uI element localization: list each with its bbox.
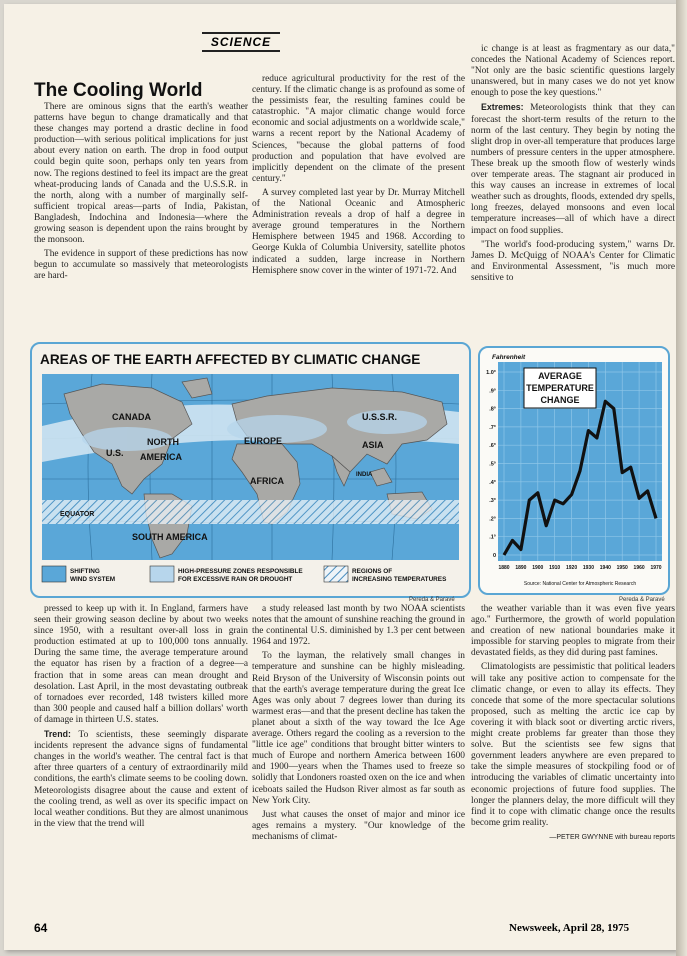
map-label-north: NORTH bbox=[147, 437, 179, 447]
chart-x-tick-label: 1970 bbox=[650, 565, 662, 571]
paragraph bbox=[471, 604, 675, 659]
map-label-europe: EUROPE bbox=[244, 436, 283, 446]
legend-shifting-2: WIND SYSTEM bbox=[70, 576, 116, 583]
magazine-page bbox=[4, 4, 676, 950]
column-2-bottom bbox=[252, 604, 465, 912]
paragraph bbox=[471, 662, 675, 828]
paragraph bbox=[252, 810, 465, 843]
legend-high-2: FOR EXCESSIVE RAIN OR DROUGHT bbox=[178, 576, 293, 583]
paragraph bbox=[252, 188, 465, 277]
chart-unit: Fahrenheit bbox=[492, 354, 526, 361]
byline: —PETER GWYNNE with bureau reports bbox=[549, 833, 675, 841]
chart-y-tick-label: .4° bbox=[489, 479, 496, 486]
chart-y-tick-label: 1.0° bbox=[486, 370, 496, 376]
map-equator-band bbox=[42, 500, 459, 524]
chart-y-tick-label: .8° bbox=[489, 406, 496, 413]
climate-map-figure bbox=[30, 342, 471, 598]
climate-map bbox=[32, 344, 469, 596]
column-2-top bbox=[252, 74, 465, 338]
chart-x-tick-label: 1950 bbox=[616, 565, 628, 571]
chart-x-tick-label: 1900 bbox=[532, 565, 544, 571]
temperature-chart bbox=[480, 348, 668, 593]
paragraph-lead: Trend: bbox=[44, 729, 71, 740]
paragraph-text: Climatologists are pessimistic that political leaders will take any positive action to compensate for the climatic change, or even to allay its effects. They concede that some of the more spectacular solutions proposed, such as melting the arctic ice cap by covering it with black soot or diverting arctic rivers, might create problems far greater than those they solve. But the scientists see few signs that government leaders anywhere are even prepared to take the simple measures of stockpiling food or of introducing the variables of climatic uncertainty into economic projections of future food supplies. The longer the planners delay, the more difficult will they find it to cope with climatic change once the results become grim reality. bbox=[471, 662, 675, 828]
map-label-south-america: SOUTH AMERICA bbox=[132, 532, 208, 542]
paragraph-text: ic change is at least as fragmentary as our data," concedes the National Academy of Sciences report. "Not only are the basic scientific questions largely unanswered, but in many cases we do not yet know enough to pose the key questions." bbox=[471, 44, 675, 99]
chart-x-tick-label: 1890 bbox=[515, 565, 527, 571]
map-label-equator: EQUATOR bbox=[60, 511, 95, 518]
chart-credit: Pereda & Paravé bbox=[619, 597, 665, 603]
chart-source: Source: National Center for Atmospheric Research bbox=[523, 581, 637, 587]
map-label-india: INDIA bbox=[356, 472, 373, 478]
paragraph-text: There are ominous signs that the earth's weather patterns have begun to change dramatically and that these changes may portend a drastic decline in food production—with serious political implications for just about every nation on earth. The drop in food output could begin quite soon, perhaps only ten years from now. The regions destined to feel its impact are the great wheat-producing lands of Canada and the U.S.S.R. in the north, along with a number of marginally self-sufficient tropical areas—parts of India, Pakistan, Bangladesh, Indochina and Indonesia—where the growing season is dependent upon the rains brought by the monsoon. bbox=[34, 102, 248, 246]
legend-regions-2: INCREASING TEMPERATURES bbox=[352, 576, 447, 583]
column-1-bottom bbox=[34, 604, 248, 912]
paragraph bbox=[252, 604, 465, 648]
legend-high-1: HIGH-PRESSURE ZONES RESPONSIBLE bbox=[178, 568, 303, 575]
chart-y-tick-label: .3° bbox=[489, 498, 496, 505]
page-number: 64 bbox=[34, 921, 48, 935]
paragraph-text: reduce agricultural productivity for the rest of the century. If the climatic change is as profound as some of the pessimists fear, the resulting famines could be catastrophic. "A major climatic change would force economic and social adjustments on a worldwide scale," warns a recent report by the National Academy of Sciences, "because the global patterns of food production and population that have evolved are implicitly dependent on the climate of the present century." bbox=[252, 74, 465, 184]
chart-x-tick-label: 1940 bbox=[599, 565, 611, 571]
chart-x-tick-label: 1960 bbox=[633, 565, 645, 571]
paragraph bbox=[252, 651, 465, 806]
paragraph-text: pressed to keep up with it. In England, farmers have seen their growing season decline by about two weeks since 1950, with a resultant over-all loss in grain production estimated at up to 100,000 tons annually. During the same time, the average temperature around the equator has risen by a fraction of a degree—a fraction that in some areas can mean drought and desolation. Last April, in the most devastating outbreak of tornadoes ever recorded, 148 twisters killed more than 300 people and caused half a billion dollars' worth of damage in thirteen U.S. states. bbox=[34, 604, 248, 725]
map-label-asia: ASIA bbox=[362, 440, 384, 450]
chart-y-tick-label: .9° bbox=[489, 388, 496, 395]
page-edge bbox=[676, 0, 687, 956]
chart-y-tick-label: .7° bbox=[489, 424, 496, 431]
map-label-africa: AFRICA bbox=[250, 476, 284, 486]
map-label-america-n: AMERICA bbox=[140, 452, 182, 462]
paragraph-text: To scientists, these seemingly disparate incidents represent the advance signs of fundamental changes in the world's weather. The central fact is that after three quarters of a century of extraordinarily mild conditions, the earth's climate seems to be cooling down. Meteorologists disagree about the cause and extent of the cooling trend, as well as over its specific impact on local weather conditions. But they are almost unanimous in the view that the trend will bbox=[34, 730, 248, 829]
chart-y-tick-label: .6° bbox=[489, 443, 496, 450]
section-label: SCIENCE bbox=[202, 32, 280, 52]
paragraph bbox=[34, 729, 248, 830]
paragraph bbox=[471, 102, 675, 236]
paragraph-text: The evidence in support of these predictions has now begun to accumulate so massively that meteorologists are hard- bbox=[34, 249, 248, 282]
paragraph-text: A survey completed last year by Dr. Murray Mitchell of the National Oceanic and Atmospheric Administration reveals a drop of half a degree in average ground temperatures in the Northern Hemisphere between 1945 and 1968. According to George Kukla of Columbia University, satellite photos indicated a sudden, large increase in Northern Hemisphere snow cover in the winter of 1971-72. And bbox=[252, 187, 465, 276]
chart-x-tick-label: 1930 bbox=[582, 565, 595, 571]
chart-y-ticks bbox=[486, 370, 496, 559]
headline: The Cooling World bbox=[34, 80, 203, 101]
chart-title-line-1: AVERAGE bbox=[538, 371, 582, 381]
paragraph-lead: Extremes: bbox=[481, 102, 524, 113]
paragraph bbox=[471, 240, 675, 284]
legend-regions-1: REGIONS OF bbox=[352, 568, 393, 575]
paragraph bbox=[34, 102, 248, 246]
chart-y-tick-label: .1° bbox=[489, 534, 496, 541]
map-label-ussr: U.S.S.R. bbox=[362, 412, 398, 422]
chart-y-tick-label: .2° bbox=[489, 516, 496, 523]
paragraph bbox=[252, 74, 465, 185]
map-title: AREAS OF THE EARTH AFFECTED BY CLIMATIC CHANGE bbox=[40, 352, 421, 367]
column-1-top bbox=[34, 102, 248, 338]
map-label-canada: CANADA bbox=[112, 412, 151, 422]
temperature-chart-figure bbox=[478, 346, 670, 595]
paragraph-text: "The world's food-producing system," warns Dr. James D. McQuigg of NOAA's Center for Climatic and Environmental Assessment, "is much more sensitive to bbox=[471, 239, 675, 283]
chart-x-tick-label: 1920 bbox=[565, 565, 578, 571]
column-3-top bbox=[471, 44, 675, 338]
chart-title-line-3: CHANGE bbox=[540, 395, 580, 405]
legend-shifting-1: SHIFTING bbox=[70, 568, 100, 575]
paragraph-text: the weather variable than it was even five years ago." Furthermore, the growth of world population and creation of new national boundaries make it impossible for starving peoples to migrate from their devastated fields, as they did during past famines. bbox=[471, 604, 675, 659]
paragraph bbox=[34, 604, 248, 726]
paragraph-text: a study released last month by two NOAA scientists notes that the amount of sunshine reaching the ground in the continental U.S. diminished by 1.3 per cent between 1964 and 1972. bbox=[252, 604, 465, 648]
chart-title-line-2: TEMPERATURE bbox=[526, 383, 594, 393]
map-legend bbox=[42, 566, 447, 583]
paragraph-text: To the layman, the relatively small changes in temperature and sunshine can be highly misleading. Reid Bryson of the University of Wisconsin points out that the earth's average temperature during the great Ice Ages was only about 7 degrees lower than during its warmest eras—and that the present decline has taken the planet about a sixth of the way toward the Ice Age average. Others regard the cooling as a reversion to the "little ice age" conditions that brought bitter winters to much of Europe and northern America between 1600 and 1900—years when the Thames used to freeze so solidly that Londoners roasted oxen on the ice and when iceboats sailed the Hudson River almost as far south as New York City. bbox=[252, 651, 465, 806]
chart-x-ticks bbox=[498, 565, 661, 571]
column-3-bottom bbox=[471, 604, 675, 912]
paragraph-text: Just what causes the onset of major and minor ice ages remains a mystery. "Our knowledge of the mechanisms of climat- bbox=[252, 809, 465, 842]
issue-line: Newsweek, April 28, 1975 bbox=[509, 922, 630, 934]
chart-y-tick-label: 0 bbox=[492, 553, 496, 559]
map-credit: Pereda & Paravé bbox=[409, 597, 455, 603]
chart-y-tick-label: .5° bbox=[489, 461, 496, 468]
paragraph bbox=[471, 44, 675, 99]
paragraph-text: Meteorologists think that they can forecast the short-term results of the return to the norm of the last century. They begin by noting the slight drop in over-all temperature that produces large numbers of pressure centers in the upper atmosphere. These break up the smooth flow of westerly winds over temperate areas. The stagnant air produced in this way causes an increase in extremes of local weather such as droughts, floods, extended dry spells, long freezes, delayed monsoons and even local temperature increases—all of which have a direct impact on food supplies. bbox=[471, 103, 675, 236]
chart-x-tick-label: 1880 bbox=[498, 565, 510, 571]
chart-x-tick-label: 1910 bbox=[549, 565, 561, 571]
map-label-us: U.S. bbox=[106, 448, 124, 458]
paragraph bbox=[34, 249, 248, 282]
